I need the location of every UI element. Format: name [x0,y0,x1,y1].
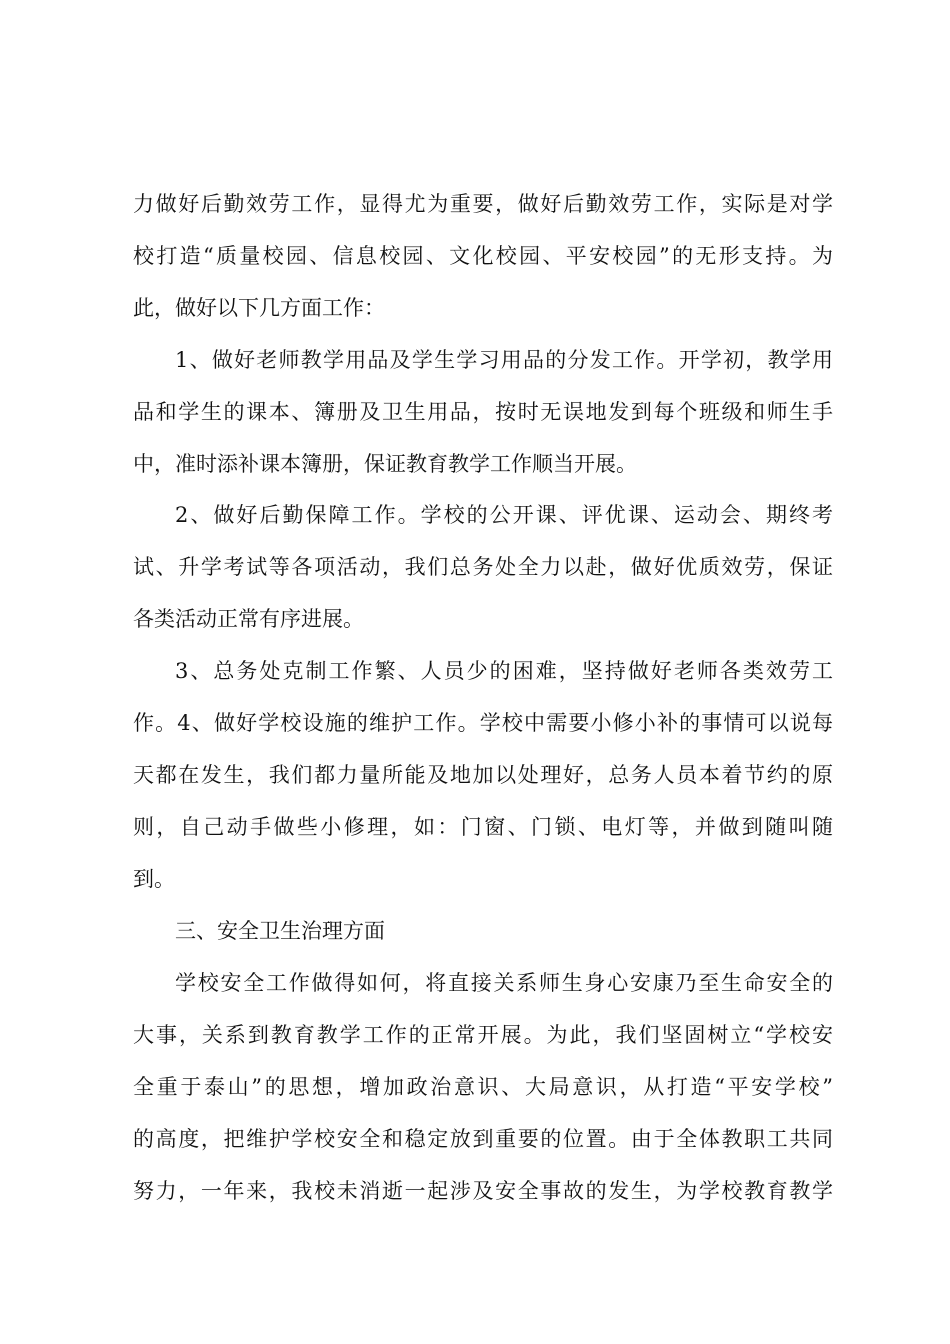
text-line: 校打造“质量校园、信息校园、文化校园、平安校园”的无形支持。为 [133,244,833,268]
text-line: 大事，关系到教育教学工作的正常开展。为此，我们坚固树立“学校安 [133,1023,833,1047]
text-line: 努力，一年来，我校未消逝一起涉及安全事故的发生，为学校教育教学 [133,1179,833,1203]
text-line: 学校安全工作做得如何，将直接关系师生身心安康乃至生命安全的 [175,971,833,995]
text-line: 中，准时添补课本簿册，保证教育教学工作顺当开展。 [133,452,637,476]
text-line: 3、总务处克制工作繁、人员少的困难，坚持做好老师各类效劳工 [175,659,833,683]
text-line: 此，做好以下几方面工作： [133,296,385,320]
text-line: 品和学生的课本、簿册及卫生用品，按时无误地发到每个班级和师生手 [133,400,833,424]
text-line: 全重于泰山”的思想，增加政治意识、大局意识，从打造“平安学校” [133,1075,833,1099]
text-line: 各类活动正常有序进展。 [133,607,364,631]
text-line: 试、升学考试等各项活动，我们总务处全力以赴，做好优质效劳，保证 [133,555,833,579]
text-line: 到。 [133,867,175,891]
text-line: 作。4、做好学校设施的维护工作。学校中需要小修小补的事情可以说每 [133,711,833,735]
text-line: 2、做好后勤保障工作。学校的公开课、评优课、运动会、期终考 [175,503,833,527]
text-line: 则，自己动手做些小修理，如：门窗、门锁、电灯等，并做到随叫随 [133,815,833,839]
text-line: 天都在发生，我们都力量所能及地加以处理好，总务人员本着节约的原 [133,763,833,787]
text-line: 1、做好老师教学用品及学生学习用品的分发工作。开学初，教学用 [175,348,833,372]
text-line: 的高度，把维护学校安全和稳定放到重要的位置。由于全体教职工共同 [133,1127,833,1151]
text-line: 力做好后勤效劳工作，显得尤为重要，做好后勤效劳工作，实际是对学 [133,192,833,216]
section-heading: 三、安全卫生治理方面 [175,919,385,943]
